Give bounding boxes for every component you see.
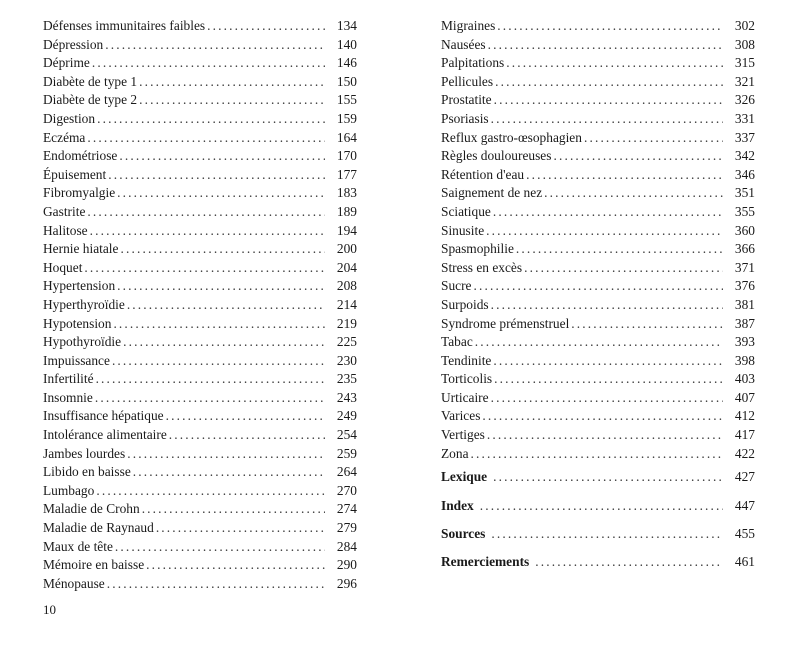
toc-entry [43,538,357,557]
toc-entry-page-number: 393 [734,334,755,350]
toc-entry-label: Défenses immunitaires faibles [43,18,206,33]
toc-entry-page-number: 189 [336,203,357,219]
toc-entry-page-number: 351 [734,185,755,201]
dot-leader [115,538,325,557]
toc-entry-label: Torticolis [441,371,493,387]
dot-leader [139,91,325,110]
toc-entry [441,222,755,241]
toc-entry-label: Spasmophilie [441,241,514,257]
toc-entry-page-number: 403 [734,371,755,387]
dot-leader [97,110,325,129]
toc-entry-page-number: 376 [734,278,755,294]
toc-entry [43,91,357,110]
dot-leader [112,352,325,371]
toc-entry-page-number: 326 [734,92,755,108]
toc-entry-page-number: 412 [734,408,755,424]
toc-entry [43,389,357,408]
toc-entry-label: Insomnie [43,389,93,405]
toc-entry-page-number: 321 [734,73,755,89]
toc-entry-page-number: 150 [336,73,357,89]
dot-leader [146,556,325,575]
dot-leader [495,73,723,92]
dot-leader [87,203,325,222]
toc-entry-page-number: 140 [336,36,357,52]
toc-entry-label: Maladie de Crohn [43,501,140,517]
page-number: 10 [43,602,56,617]
toc-entry-page-number: 342 [734,148,755,164]
toc-entry [43,240,357,259]
toc-entry [441,315,755,334]
dot-leader [87,129,325,148]
dot-leader [524,259,723,278]
dot-leader [493,352,723,371]
toc-entry [43,575,357,594]
toc-entry [441,370,755,389]
dot-leader [491,520,723,548]
dot-leader [584,129,723,148]
toc-entry [43,54,357,73]
toc-section [441,520,755,548]
toc-entry-page-number: 264 [336,464,357,480]
toc-entry [43,222,357,241]
toc-entry [43,259,357,278]
toc-entry [43,315,357,334]
dot-leader [105,36,325,55]
toc-entry [43,129,357,148]
toc-entry [441,91,755,110]
toc-entry-page-number: 279 [336,520,357,536]
dot-leader [117,184,325,203]
dot-leader [480,492,723,520]
toc-entry-page-number: 346 [734,166,755,182]
toc-entry-label: Pellicules [441,73,494,89]
toc-entry-page-number: 214 [336,296,357,312]
toc-entry-label: Halitose [43,222,88,238]
dot-leader [92,54,325,73]
dot-leader [90,222,325,241]
toc-entry-label: Épuisement [43,166,107,182]
toc-entry [43,500,357,519]
toc-entry-page-number: 155 [336,92,357,108]
dot-leader [486,222,723,241]
toc-entry-page-number: 270 [336,482,357,498]
toc-entry [441,36,755,55]
dot-leader [120,240,325,259]
toc-entry [43,203,357,222]
toc-entry [441,73,755,92]
toc-section-page-number: 461 [734,554,755,570]
toc-back-matter [441,463,755,576]
toc-entry [43,463,357,482]
toc-entry-page-number: 146 [336,55,357,71]
toc-entry-page-number: 360 [734,222,755,238]
toc-entry [43,333,357,352]
toc-entry-label: Maux de tête [43,538,113,554]
dot-leader [535,548,723,576]
dot-leader [474,277,724,296]
toc-entry-label: Nausées [441,36,486,52]
toc-entry-page-number: 170 [336,148,357,164]
toc-entry-page-number: 302 [734,18,755,33]
toc-left-column [43,17,357,593]
toc-entry-label: Hypertension [43,278,116,294]
toc-entry-label: Tabac [441,334,473,350]
toc-entry [43,73,357,92]
toc-entry [441,110,755,129]
toc-entry-label: Hoquet [43,259,83,275]
toc-entry-label: Lumbago [43,482,95,498]
dot-leader [491,110,723,129]
toc-entry-page-number: 381 [734,296,755,312]
dot-leader [139,73,325,92]
toc-entry-page-number: 259 [336,445,357,461]
toc-entry-label: Stress en excès [441,259,523,275]
toc-entry-label: Urticaire [441,389,489,405]
toc-entry [43,519,357,538]
dot-leader [107,575,325,594]
toc-entry [43,407,357,426]
toc-entry-label: Varices [441,408,481,424]
dot-leader [142,500,325,519]
toc-entry-label: Hypotension [43,315,112,331]
toc-entry-label: Infertilité [43,371,94,387]
toc-entry-page-number: 371 [734,259,755,275]
toc-entry-label: Sucre [441,278,472,294]
toc-entry [441,166,755,185]
toc-entry-label: Diabète de type 1 [43,73,138,89]
toc-entry-page-number: 331 [734,110,755,126]
toc-entry-label: Migraines [441,18,496,33]
toc-entry [43,445,357,464]
toc-entry [43,184,357,203]
dot-leader [491,296,723,315]
dot-leader [166,407,325,426]
toc-section [441,463,755,491]
toc-entry [441,203,755,222]
toc-section-page-number: 427 [734,469,755,485]
toc-entry-page-number: 177 [336,166,357,182]
toc-entry-label: Saignement de nez [441,185,543,201]
toc-entry-label: Ménopause [43,575,105,591]
toc-entry-label: Rétention d'eau [441,166,525,182]
toc-entry-label: Déprime [43,55,90,71]
toc-entry [441,277,755,296]
toc-entry-label: Libido en baisse [43,464,131,480]
toc-entry [441,147,755,166]
toc-section [441,548,755,576]
dot-leader [96,370,325,389]
toc-entry-page-number: 296 [336,575,357,591]
toc-entry [43,110,357,129]
toc-entry-page-number: 164 [336,129,357,145]
toc-entry-page-number: 249 [336,408,357,424]
toc-entry [441,389,755,408]
toc-section-label: Lexique [441,469,488,485]
toc-entry [43,147,357,166]
toc-section-page-number: 447 [734,497,755,513]
toc-entry [43,352,357,371]
toc-entry [43,426,357,445]
toc-entry-label: Maladie de Raynaud [43,520,154,536]
dot-leader [571,315,723,334]
toc-entry-page-number: 387 [734,315,755,331]
dot-leader [488,36,723,55]
toc-entry [441,184,755,203]
toc-entry-label: Gastrite [43,203,86,219]
dot-leader [117,277,325,296]
dot-leader [494,370,723,389]
toc-entry-label: Eczéma [43,129,86,145]
toc-entry [43,166,357,185]
toc-entry-label: Vertiges [441,427,485,443]
toc-entry-label: Sinusite [441,222,485,238]
toc-entry [43,277,357,296]
dot-leader [475,333,723,352]
dot-leader [108,166,325,185]
toc-entry [43,556,357,575]
toc-entry [441,240,755,259]
toc-entry [43,17,357,36]
dot-leader [516,240,723,259]
toc-entry-label: Palpitations [441,55,505,71]
toc-entry-page-number: 398 [734,352,755,368]
toc-entry-label: Règles douloureuses [441,148,552,164]
toc-entry-label: Insuffisance hépatique [43,408,164,424]
toc-section [441,492,755,520]
toc-entry [43,296,357,315]
dot-leader [84,259,325,278]
toc-entry-label: Prostatite [441,92,492,108]
toc-entry-label: Hypothyroïdie [43,334,122,350]
toc-entry-page-number: 219 [336,315,357,331]
toc-entry-page-number: 243 [336,389,357,405]
toc-entry-label: Surpoids [441,296,489,312]
toc-entry-page-number: 204 [336,259,357,275]
toc-entry [43,482,357,501]
toc-entry [43,370,357,389]
toc-entry-label: Hyperthyroïdie [43,296,125,312]
dot-leader [487,426,723,445]
toc-entry [441,54,755,73]
toc-entry-label: Intolérance alimentaire [43,427,167,443]
toc-section-label: Remerciements [441,554,530,570]
toc-entry-page-number: 366 [734,241,755,257]
dot-leader [113,315,325,334]
toc-entry-label: Digestion [43,110,96,126]
toc-entry-label: Endométriose [43,148,118,164]
dot-leader [471,445,723,464]
toc-entry-page-number: 355 [734,203,755,219]
toc-entry-label: Zona [441,445,469,461]
dot-leader [169,426,325,445]
toc-entry [441,17,755,36]
toc-entry [441,129,755,148]
toc-entry [441,296,755,315]
dot-leader [482,407,723,426]
toc-section-label: Index [441,497,474,513]
dot-leader [207,17,325,36]
dot-leader [494,91,723,110]
toc-entry-label: Syndrome prémenstruel [441,315,570,331]
dot-leader [491,389,723,408]
toc-entry-page-number: 407 [734,389,755,405]
toc-entry [441,426,755,445]
toc-entry-page-number: 230 [336,352,357,368]
toc-entry-page-number: 337 [734,129,755,145]
toc-entry-page-number: 200 [336,241,357,257]
toc-entry-page-number: 225 [336,334,357,350]
toc-entry-page-number: 290 [336,557,357,573]
dot-leader [553,147,723,166]
toc-entry [441,333,755,352]
dot-leader [95,389,325,408]
toc-section-page-number: 455 [734,525,755,541]
dot-leader [497,17,723,36]
dot-leader [119,147,325,166]
toc-entry-label: Tendinite [441,352,492,368]
toc-right-column [441,17,755,576]
dot-leader [127,296,325,315]
dot-leader [493,203,723,222]
dot-leader [133,463,325,482]
toc-entry-page-number: 254 [336,427,357,443]
toc-entry [43,36,357,55]
toc-entry-page-number: 274 [336,501,357,517]
toc-entry-label: Diabète de type 2 [43,92,138,108]
toc-entry-page-number: 422 [734,445,755,461]
dot-leader [526,166,723,185]
toc-entry-label: Hernie hiatale [43,241,119,257]
toc-right-entries [441,17,755,463]
dot-leader [127,445,325,464]
toc-entry-page-number: 159 [336,110,357,126]
toc-entry-label: Jambes lourdes [43,445,126,461]
toc-entry-label: Mémoire en baisse [43,557,145,573]
toc-entry-label: Impuissance [43,352,110,368]
toc-entry-label: Psoriasis [441,110,489,126]
toc-entry-page-number: 194 [336,222,357,238]
dot-leader [493,463,723,491]
dot-leader [156,519,325,538]
toc-entry-page-number: 235 [336,371,357,387]
toc-entry-page-number: 208 [336,278,357,294]
dot-leader [544,184,723,203]
toc-entry-page-number: 417 [734,427,755,443]
toc-entry-label: Fibromyalgie [43,185,116,201]
toc-entry-page-number: 134 [336,18,357,33]
toc-entry-page-number: 284 [336,538,357,554]
toc-entry-page-number: 315 [734,55,755,71]
toc-entry [441,407,755,426]
toc-entry-page-number: 183 [336,185,357,201]
dot-leader [96,482,325,501]
toc-entry [441,259,755,278]
toc-entry [441,445,755,464]
toc-section-label: Sources [441,525,486,541]
dot-leader [123,333,325,352]
toc-entry-label: Dépression [43,36,104,52]
dot-leader [506,54,723,73]
toc-entry [441,352,755,371]
toc-entry-page-number: 308 [734,36,755,52]
toc-entry-label: Sciatique [441,203,491,219]
toc-entry-label: Reflux gastro-œsophagien [441,129,582,145]
